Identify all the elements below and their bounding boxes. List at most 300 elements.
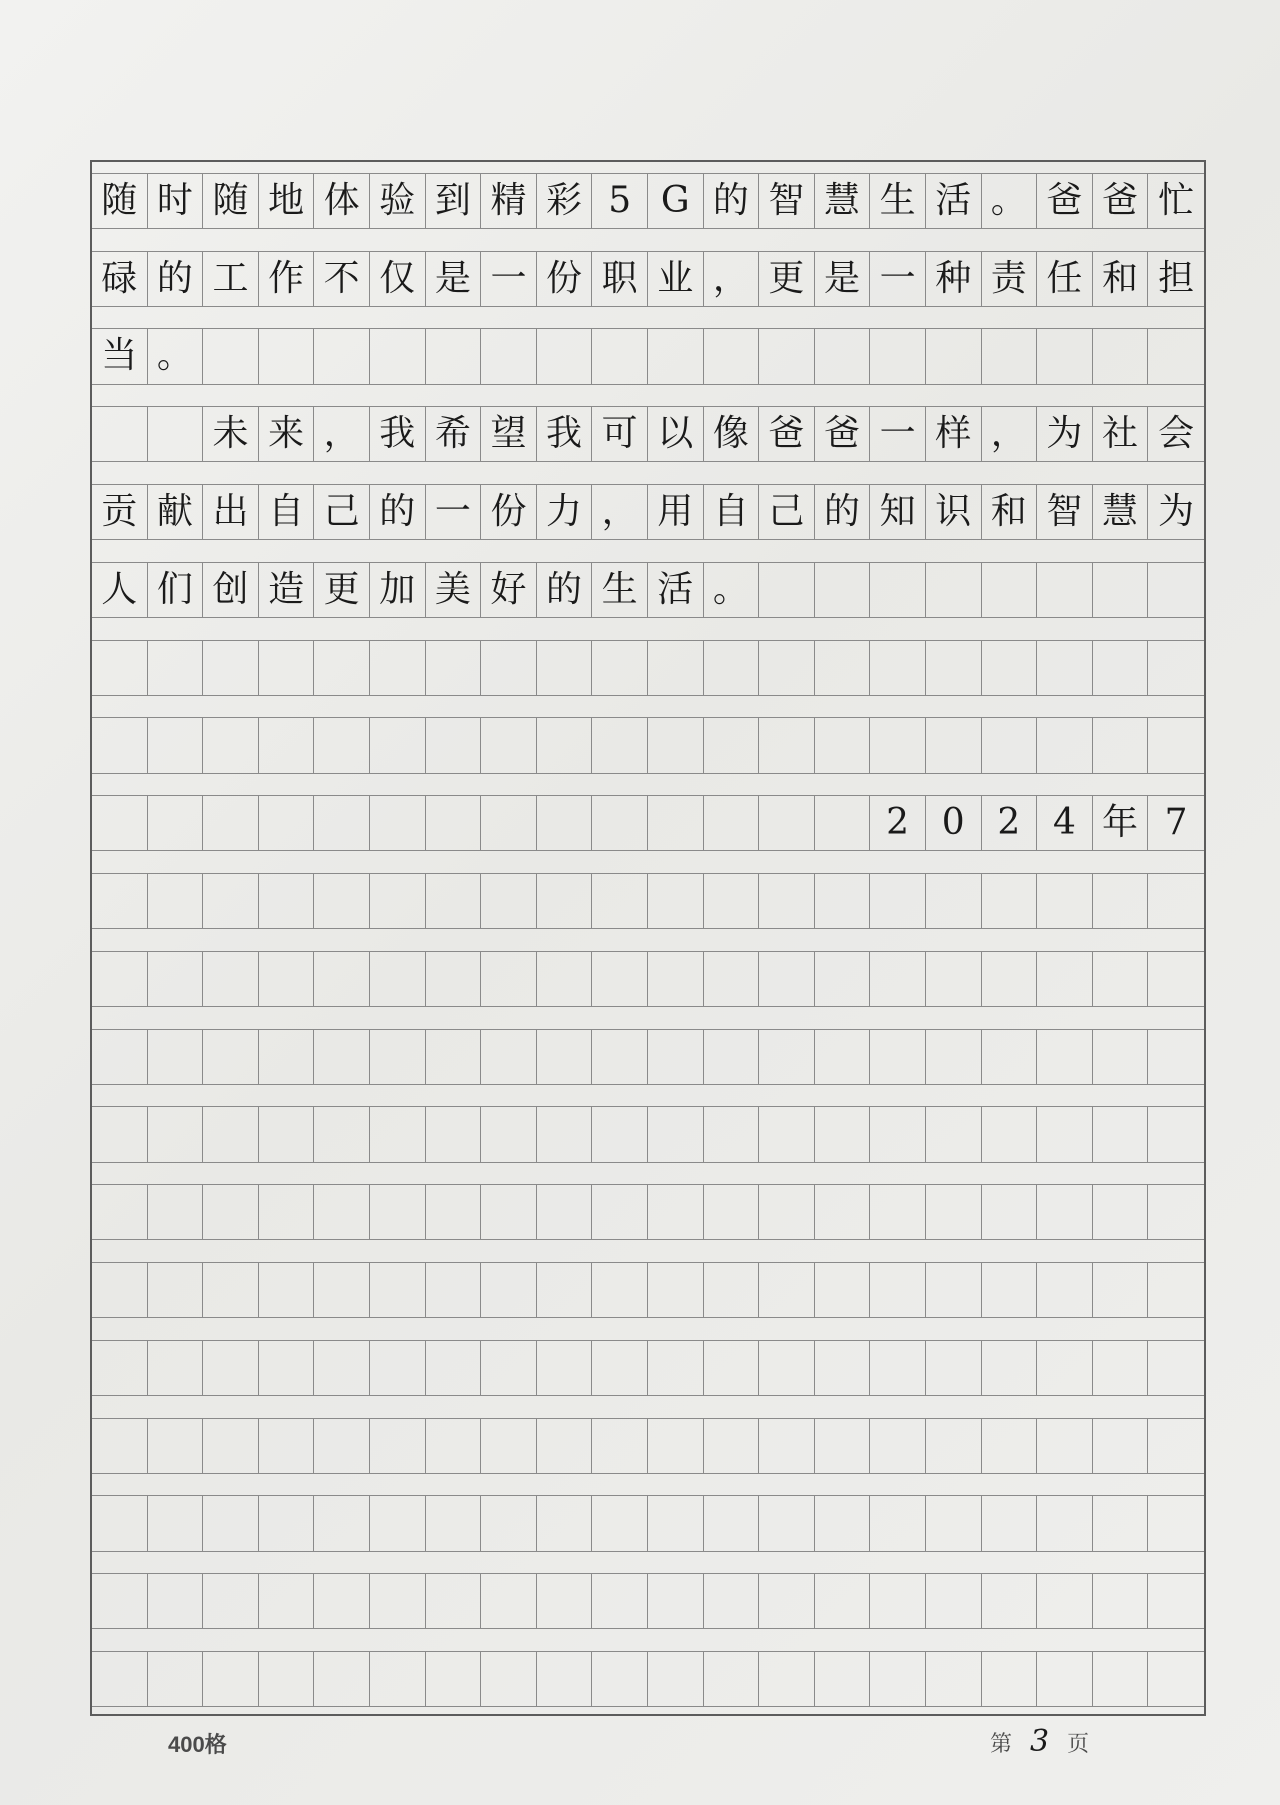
grid-cell bbox=[982, 328, 1038, 384]
grid-cell bbox=[870, 717, 926, 773]
grid-cell bbox=[1037, 1106, 1093, 1162]
grid-cell bbox=[370, 873, 426, 929]
grid-cell: 智 bbox=[759, 173, 815, 229]
grid-row bbox=[92, 717, 1204, 773]
grid-cell bbox=[370, 1495, 426, 1551]
grid-cell bbox=[1148, 1184, 1204, 1240]
grid-cell bbox=[592, 951, 648, 1007]
grid-cell: 创 bbox=[203, 562, 259, 618]
grid-cell: 社 bbox=[1093, 406, 1149, 462]
grid-cell bbox=[314, 1106, 370, 1162]
grid-cell bbox=[92, 1184, 148, 1240]
grid-cell bbox=[92, 717, 148, 773]
grid-cell bbox=[759, 1495, 815, 1551]
grid-row bbox=[92, 406, 1204, 462]
grid-cell bbox=[704, 873, 760, 929]
grid-cell: 的 bbox=[815, 484, 871, 540]
grid-cell bbox=[148, 1573, 204, 1629]
grid-cell: G bbox=[648, 173, 704, 229]
grid-cell bbox=[982, 1340, 1038, 1396]
grid-cell: 工 bbox=[203, 251, 259, 307]
grid-cell bbox=[1093, 951, 1149, 1007]
grid-cell bbox=[370, 640, 426, 696]
grid-row bbox=[92, 251, 1204, 307]
grid-cell bbox=[592, 1495, 648, 1551]
grid-cell bbox=[481, 1262, 537, 1318]
grid-cell bbox=[870, 1651, 926, 1707]
grid-cell bbox=[926, 562, 982, 618]
grid-cell bbox=[870, 873, 926, 929]
grid-cell bbox=[1093, 1340, 1149, 1396]
grid-cell bbox=[203, 1029, 259, 1085]
grid-cell bbox=[592, 1340, 648, 1396]
grid-cell bbox=[314, 1029, 370, 1085]
grid-cell bbox=[537, 1106, 593, 1162]
grid-cell: 己 bbox=[759, 484, 815, 540]
grid-cell: 的 bbox=[537, 562, 593, 618]
grid-cell: 精 bbox=[481, 173, 537, 229]
grid-cell bbox=[1148, 640, 1204, 696]
grid-cell: 7 bbox=[1148, 795, 1204, 851]
grid-cell bbox=[815, 1262, 871, 1318]
grid-cell bbox=[370, 1106, 426, 1162]
grid-cell: 时 bbox=[148, 173, 204, 229]
grid-cell bbox=[704, 1340, 760, 1396]
grid-cell bbox=[759, 717, 815, 773]
grid-cell: 可 bbox=[592, 406, 648, 462]
grid-cell bbox=[1037, 1651, 1093, 1707]
grid-cell: 体 bbox=[314, 173, 370, 229]
grid-cell bbox=[426, 1262, 482, 1318]
grid-cell bbox=[592, 1262, 648, 1318]
grid-cell: 一 bbox=[481, 251, 537, 307]
grid-cell bbox=[314, 951, 370, 1007]
grid-row bbox=[92, 1184, 1204, 1240]
grid-cell: 一 bbox=[870, 251, 926, 307]
grid-cell: 一 bbox=[426, 484, 482, 540]
grid-cell bbox=[704, 1651, 760, 1707]
grid-row bbox=[92, 562, 1204, 618]
grid-cell bbox=[815, 1495, 871, 1551]
grid-cell bbox=[92, 1573, 148, 1629]
grid-cell bbox=[759, 1418, 815, 1474]
grid-cell: 出 bbox=[203, 484, 259, 540]
writing-grid bbox=[90, 160, 1206, 1716]
grid-cell bbox=[481, 1106, 537, 1162]
grid-cell bbox=[926, 717, 982, 773]
grid-cell bbox=[314, 328, 370, 384]
page-indicator bbox=[990, 1724, 1089, 1759]
grid-cell bbox=[592, 1106, 648, 1162]
grid-cell bbox=[537, 1418, 593, 1474]
grid-cell bbox=[1093, 1262, 1149, 1318]
grid-cell bbox=[870, 1340, 926, 1396]
grid-cell bbox=[259, 1029, 315, 1085]
grid-cell: ， bbox=[314, 406, 370, 462]
grid-cell bbox=[982, 1651, 1038, 1707]
grid-cell bbox=[92, 640, 148, 696]
grid-cell bbox=[592, 1418, 648, 1474]
grid-cell bbox=[1148, 1029, 1204, 1085]
grid-cell: 仅 bbox=[370, 251, 426, 307]
grid-cell: 爸 bbox=[815, 406, 871, 462]
grid-cell bbox=[148, 640, 204, 696]
grid-cell: 职 bbox=[592, 251, 648, 307]
grid-cell bbox=[481, 795, 537, 851]
grid-cell bbox=[259, 1573, 315, 1629]
grid-cell: 任 bbox=[1037, 251, 1093, 307]
grid-cell bbox=[537, 1184, 593, 1240]
grid-cell: ， bbox=[704, 251, 760, 307]
grid-cell bbox=[815, 1573, 871, 1629]
grid-cell: 己 bbox=[314, 484, 370, 540]
grid-cell: 爸 bbox=[1037, 173, 1093, 229]
grid-cell bbox=[1148, 1418, 1204, 1474]
grid-cell bbox=[870, 640, 926, 696]
grid-cell bbox=[370, 1573, 426, 1629]
grid-cell bbox=[314, 717, 370, 773]
grid-cell: 未 bbox=[203, 406, 259, 462]
grid-cell bbox=[1148, 1340, 1204, 1396]
grid-cell bbox=[203, 717, 259, 773]
grid-cell bbox=[426, 951, 482, 1007]
grid-cell bbox=[759, 795, 815, 851]
grid-cell bbox=[481, 1573, 537, 1629]
grid-row bbox=[92, 640, 1204, 696]
grid-cell bbox=[203, 951, 259, 1007]
grid-cell bbox=[926, 1262, 982, 1318]
grid-cell bbox=[982, 717, 1038, 773]
grid-cell: 是 bbox=[426, 251, 482, 307]
grid-cell: 份 bbox=[481, 484, 537, 540]
grid-cell: 慧 bbox=[1093, 484, 1149, 540]
grid-cell bbox=[759, 1262, 815, 1318]
page-number: 3 bbox=[1030, 1724, 1050, 1759]
grid-cell: 的 bbox=[704, 173, 760, 229]
grid-cell bbox=[1037, 328, 1093, 384]
grid-cell: 和 bbox=[982, 484, 1038, 540]
grid-cell bbox=[259, 1651, 315, 1707]
grid-cell bbox=[648, 1340, 704, 1396]
grid-cell: 自 bbox=[259, 484, 315, 540]
grid-cell bbox=[704, 717, 760, 773]
grid-cell bbox=[148, 873, 204, 929]
grid-cell bbox=[1037, 562, 1093, 618]
grid-cell bbox=[926, 1340, 982, 1396]
grid-cell bbox=[537, 795, 593, 851]
grid-cell bbox=[592, 1651, 648, 1707]
grid-cell: 献 bbox=[148, 484, 204, 540]
grid-cell bbox=[815, 1418, 871, 1474]
grid-cell bbox=[148, 1495, 204, 1551]
grid-cell: 知 bbox=[870, 484, 926, 540]
grid-cell bbox=[426, 1029, 482, 1085]
grid-cell bbox=[648, 1418, 704, 1474]
grid-cell bbox=[648, 717, 704, 773]
grid-cell bbox=[982, 1184, 1038, 1240]
grid-cell bbox=[203, 328, 259, 384]
grid-cell bbox=[759, 1651, 815, 1707]
grid-cell: 我 bbox=[370, 406, 426, 462]
grid-cell: 贡 bbox=[92, 484, 148, 540]
grid-cell bbox=[370, 328, 426, 384]
grid-cell bbox=[815, 1340, 871, 1396]
grid-cell bbox=[370, 717, 426, 773]
grid-cell: 希 bbox=[426, 406, 482, 462]
grid-cell bbox=[759, 562, 815, 618]
grid-cell: 2 bbox=[982, 795, 1038, 851]
grid-cell bbox=[203, 873, 259, 929]
grid-cell: 更 bbox=[759, 251, 815, 307]
grid-cell bbox=[426, 1184, 482, 1240]
grid-cell: ， bbox=[982, 406, 1038, 462]
grid-cell bbox=[648, 1029, 704, 1085]
grid-cell bbox=[759, 951, 815, 1007]
grid-cell bbox=[259, 951, 315, 1007]
grid-cell bbox=[481, 1340, 537, 1396]
grid-cell bbox=[870, 951, 926, 1007]
grid-cell: 责 bbox=[982, 251, 1038, 307]
grid-cell bbox=[481, 873, 537, 929]
grid-cell: 彩 bbox=[537, 173, 593, 229]
grid-cell bbox=[259, 795, 315, 851]
grid-cell bbox=[648, 1262, 704, 1318]
grid-cell: 业 bbox=[648, 251, 704, 307]
grid-cell bbox=[704, 1262, 760, 1318]
grid-cell bbox=[1093, 1573, 1149, 1629]
grid-cell bbox=[1148, 873, 1204, 929]
grid-cell bbox=[815, 562, 871, 618]
grid-cell bbox=[1037, 1418, 1093, 1474]
grid-cell bbox=[704, 795, 760, 851]
grid-cell bbox=[704, 328, 760, 384]
grid-cell bbox=[314, 1418, 370, 1474]
grid-cell bbox=[926, 1651, 982, 1707]
grid-cell: 忙 bbox=[1148, 173, 1204, 229]
grid-cell bbox=[1037, 640, 1093, 696]
grid-cell: 是 bbox=[815, 251, 871, 307]
grid-cell bbox=[759, 1340, 815, 1396]
grid-cell bbox=[1093, 1418, 1149, 1474]
grid-cell bbox=[203, 640, 259, 696]
grid-cell bbox=[926, 640, 982, 696]
grid-cell bbox=[1037, 717, 1093, 773]
grid-cell bbox=[759, 1573, 815, 1629]
grid-cell bbox=[815, 1184, 871, 1240]
grid-cell bbox=[481, 1495, 537, 1551]
grid-cell: 。 bbox=[148, 328, 204, 384]
grid-cell bbox=[148, 717, 204, 773]
grid-cell bbox=[259, 1262, 315, 1318]
grid-cell bbox=[148, 1340, 204, 1396]
grid-cell bbox=[481, 951, 537, 1007]
grid-cell bbox=[537, 1495, 593, 1551]
grid-cell bbox=[92, 1495, 148, 1551]
grid-cell: 种 bbox=[926, 251, 982, 307]
grid-cell: 到 bbox=[426, 173, 482, 229]
grid-cell bbox=[926, 951, 982, 1007]
grid-cell bbox=[982, 640, 1038, 696]
grid-cell: 2 bbox=[870, 795, 926, 851]
grid-cell bbox=[426, 1573, 482, 1629]
grid-cell: 活 bbox=[926, 173, 982, 229]
grid-cell bbox=[704, 1184, 760, 1240]
grid-cell bbox=[648, 1495, 704, 1551]
grid-cell bbox=[704, 951, 760, 1007]
grid-cell bbox=[426, 1340, 482, 1396]
grid-cell bbox=[1093, 1495, 1149, 1551]
grid-row bbox=[92, 1029, 1204, 1085]
grid-cell bbox=[1037, 1340, 1093, 1396]
grid-cell: 年 bbox=[1093, 795, 1149, 851]
grid-cell bbox=[148, 1029, 204, 1085]
grid-cell bbox=[592, 873, 648, 929]
grid-cell bbox=[926, 1029, 982, 1085]
grid-cell: 随 bbox=[92, 173, 148, 229]
grid-cell bbox=[704, 1029, 760, 1085]
grid-cell bbox=[148, 795, 204, 851]
grid-cell: 慧 bbox=[815, 173, 871, 229]
grid-cell bbox=[537, 1340, 593, 1396]
grid-cell bbox=[704, 1495, 760, 1551]
grid-cell: 生 bbox=[592, 562, 648, 618]
grid-cell bbox=[203, 1495, 259, 1551]
grid-cell bbox=[314, 1573, 370, 1629]
grid-cell bbox=[426, 795, 482, 851]
grid-cell bbox=[426, 640, 482, 696]
grid-cell bbox=[704, 640, 760, 696]
grid-cell bbox=[592, 1573, 648, 1629]
grid-cell bbox=[982, 873, 1038, 929]
grid-row bbox=[92, 795, 1204, 851]
grid-row bbox=[92, 328, 1204, 384]
grid-cell: 活 bbox=[648, 562, 704, 618]
grid-cell bbox=[537, 1573, 593, 1629]
grid-cell: 当 bbox=[92, 328, 148, 384]
grid-cell bbox=[370, 1029, 426, 1085]
grid-cell bbox=[870, 1573, 926, 1629]
grid-cell: 爸 bbox=[1093, 173, 1149, 229]
grid-row bbox=[92, 173, 1204, 229]
grid-cell bbox=[314, 1651, 370, 1707]
grid-cell bbox=[481, 1184, 537, 1240]
grid-cell bbox=[426, 328, 482, 384]
grid-cell bbox=[870, 1262, 926, 1318]
grid-row bbox=[92, 484, 1204, 540]
grid-cell bbox=[592, 717, 648, 773]
grid-cell bbox=[982, 1418, 1038, 1474]
grid-cell bbox=[426, 873, 482, 929]
grid-cell bbox=[259, 1418, 315, 1474]
grid-cell bbox=[92, 951, 148, 1007]
grid-cell bbox=[314, 873, 370, 929]
grid-cell bbox=[1037, 1495, 1093, 1551]
grid-cell: 人 bbox=[92, 562, 148, 618]
grid-cell bbox=[370, 1262, 426, 1318]
grid-cell bbox=[537, 951, 593, 1007]
grid-cell: 美 bbox=[426, 562, 482, 618]
grid-cell bbox=[926, 1184, 982, 1240]
grid-cell bbox=[92, 873, 148, 929]
grid-cell: 望 bbox=[481, 406, 537, 462]
grid-cell: 份 bbox=[537, 251, 593, 307]
grid-cell: 一 bbox=[870, 406, 926, 462]
grid-cell bbox=[759, 640, 815, 696]
grid-cell bbox=[1148, 1262, 1204, 1318]
page-prefix: 第 bbox=[990, 1732, 1013, 1757]
grid-cell bbox=[203, 1262, 259, 1318]
grid-cell bbox=[1093, 328, 1149, 384]
grid-row bbox=[92, 951, 1204, 1007]
grid-cell bbox=[926, 873, 982, 929]
grid-cell bbox=[759, 328, 815, 384]
grid-cell bbox=[870, 1029, 926, 1085]
grid-cell bbox=[481, 1418, 537, 1474]
grid-cell bbox=[1093, 717, 1149, 773]
grid-cell bbox=[259, 1184, 315, 1240]
grid-row bbox=[92, 1106, 1204, 1162]
grid-cell bbox=[481, 328, 537, 384]
grid-cell bbox=[148, 406, 204, 462]
grid-cell bbox=[1093, 1106, 1149, 1162]
grid-cell bbox=[259, 1495, 315, 1551]
grid-cell bbox=[870, 1106, 926, 1162]
grid-cell bbox=[314, 1262, 370, 1318]
grid-cell bbox=[648, 1651, 704, 1707]
grid-cell: ， bbox=[592, 484, 648, 540]
grid-cell bbox=[259, 640, 315, 696]
grid-cell bbox=[314, 1340, 370, 1396]
grid-cell bbox=[1093, 1029, 1149, 1085]
grid-cell bbox=[648, 873, 704, 929]
grid-cell bbox=[815, 328, 871, 384]
grid-cell bbox=[537, 1262, 593, 1318]
grid-cell bbox=[203, 1573, 259, 1629]
grid-cell: 用 bbox=[648, 484, 704, 540]
grid-cell bbox=[481, 640, 537, 696]
grid-cell: 地 bbox=[259, 173, 315, 229]
grid-cell: 智 bbox=[1037, 484, 1093, 540]
grid-cell: 为 bbox=[1037, 406, 1093, 462]
grid-cell bbox=[815, 1106, 871, 1162]
grid-cell bbox=[759, 873, 815, 929]
grid-cell: 好 bbox=[481, 562, 537, 618]
grid-cell bbox=[926, 1106, 982, 1162]
grid-cell: 们 bbox=[148, 562, 204, 618]
grid-cell bbox=[815, 795, 871, 851]
grid-cell bbox=[314, 795, 370, 851]
grid-row bbox=[92, 873, 1204, 929]
grid-cell bbox=[314, 1184, 370, 1240]
grid-cell bbox=[815, 1651, 871, 1707]
grid-cell bbox=[1093, 562, 1149, 618]
grid-cell bbox=[92, 795, 148, 851]
grid-cell bbox=[592, 1029, 648, 1085]
grid-cell bbox=[592, 1184, 648, 1240]
grid-count-label: 400格 bbox=[168, 1732, 227, 1757]
grid-cell bbox=[648, 1106, 704, 1162]
grid-cell: 造 bbox=[259, 562, 315, 618]
grid-cell bbox=[259, 328, 315, 384]
grid-cell bbox=[926, 1495, 982, 1551]
grid-cell bbox=[704, 1573, 760, 1629]
grid-cell bbox=[148, 951, 204, 1007]
grid-cell: 不 bbox=[314, 251, 370, 307]
grid-cell bbox=[148, 1184, 204, 1240]
grid-row bbox=[92, 1418, 1204, 1474]
grid-cell bbox=[259, 1340, 315, 1396]
grid-cell bbox=[537, 1029, 593, 1085]
